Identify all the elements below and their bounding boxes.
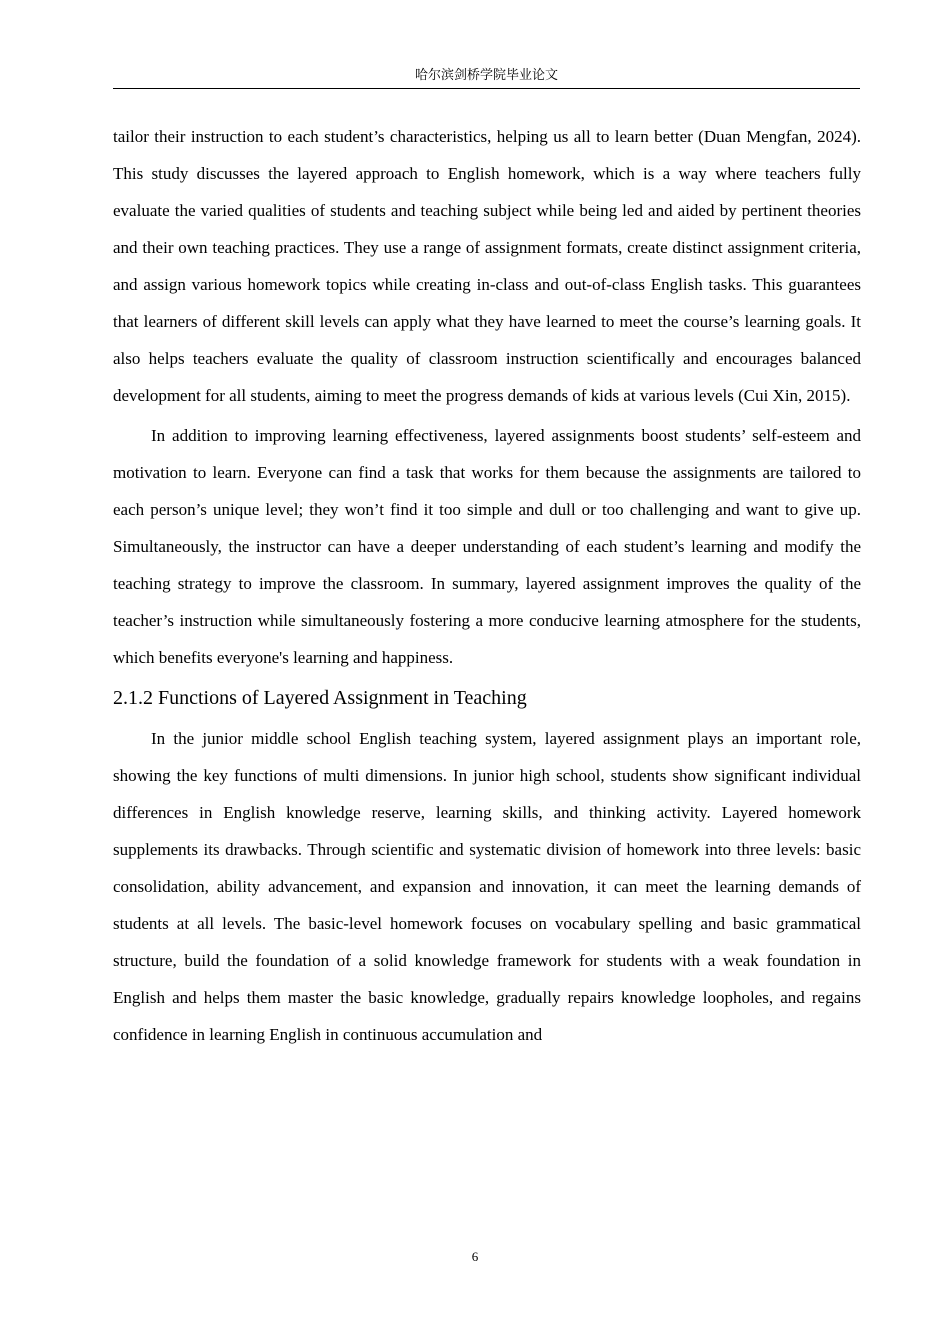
running-header [113, 66, 860, 89]
page-number: 6 [471, 1249, 479, 1264]
body-paragraph-2: In addition to improving learning effectiveness, layered assignments boost students’ self-esteem and motivation to learn. Everyone can find a task that works for them because the assignments are tailored to each person’s unique level; they won’t find it too simple and dull or too challenging and want to give up. Simultaneously, the instructor can have a deeper understanding of each student’s learning and modify the teaching strategy to improve the classroom. In summary, layered assignment improves the quality of the teacher’s instruction while simultaneously fostering a more conducive learning atmosphere for the students, which benefits everyone's learning and happiness. [113, 426, 861, 667]
body-paragraph-3: In the junior middle school English teaching system, layered assignment plays an important role, showing the key functions of multi dimensions. In junior high school, students show significant individual differences in English knowledge reserve, learning skills, and thinking activity. Layered homework supplements its drawbacks. Through scientific and systematic division of homework into three levels: basic consolidation, ability advancement, and expansion and innovation, it can meet the learning demands of students at all levels. The basic-level homework focuses on vocabulary spelling and basic grammatical structure, build the foundation of a solid knowledge framework for students with a weak foundation in English and helps them master the basic knowledge, gradually repairs knowledge loopholes, and regains confidence in learning English in continuous accumulation and [113, 729, 861, 1044]
page-body [113, 118, 861, 1056]
header-title: 哈尔滨剑桥学院毕业论文 [414, 68, 558, 83]
body-paragraph-1: tailor their instruction to each student’s characteristics, helping us all to learn better (Duan Mengfan, 2024). This study discusses the layered approach to English homework, which is a way where teachers fully evaluate the varied qualities of students and teaching subject while being led and aided by pertinent theories and their own teaching practices. They use a range of assignment formats, create distinct assignment criteria, and assign various homework topics while creating in-class and out-of-class English tasks. This guarantees that learners of different skill levels can apply what they have learned to meet the course’s learning goals. It also helps teachers evaluate the quality of classroom instruction scientifically and encourages balanced development for all students, aiming to meet the progress demands of kids at various levels (Cui Xin, 2015). [113, 127, 861, 405]
section-heading: 2.1.2 Functions of Layered Assignment in Teaching [113, 687, 527, 709]
